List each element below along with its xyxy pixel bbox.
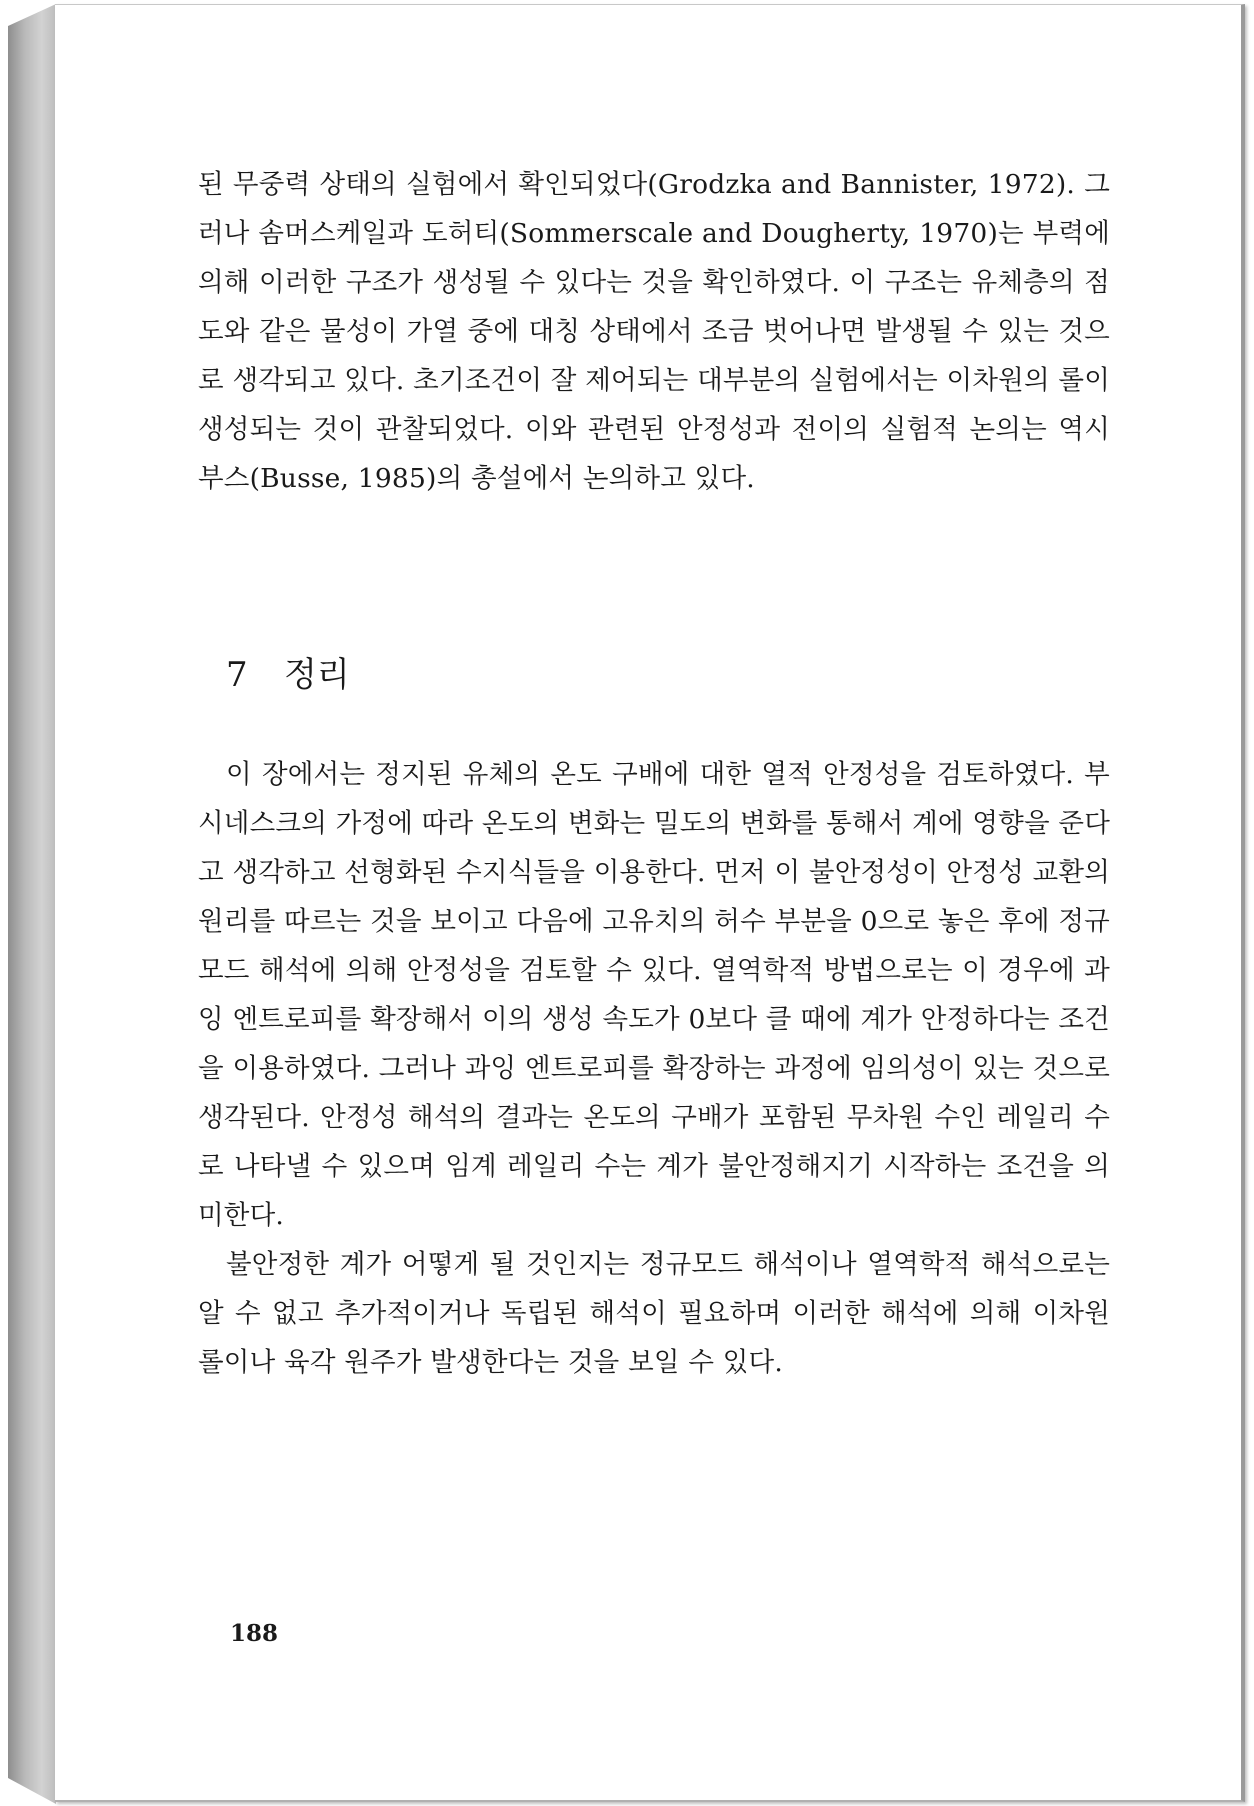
section-heading bbox=[226, 650, 350, 700]
section-title: 정리 bbox=[284, 655, 350, 695]
section-body bbox=[198, 750, 1110, 1387]
continued-paragraph: 된 무중력 상태의 실험에서 확인되었다(Grodzka and Bannister, 1972). 그러나 솜머스케일과 도허티(Sommerscale and Dougherty, 1970)는 부력에 의해 이러한 구조가 생성될 수 있다는 것을 확인하였다. 이 구조는 유체층의 점도와 같은 물성이 가열 중에 대칭 상태에서 조금 벗어나면 발생될 수 있는 것으로 생각되고 있다. 초기조건이 잘 제어되는 대부분의 실험에서는 이차원의 롤이 생성되는 것이 관찰되었다. 이와 관련된 안정성과 전이의 실험적 논의는 역시 부스(Busse, 1985)의 총설에서 논의하고 있다. bbox=[198, 169, 1110, 494]
summary-paragraph-2: 불안정한 계가 어떻게 될 것인지는 정규모드 해석이나 열역학적 해석으로는 알 수 없고 추가적이거나 독립된 해석이 필요하며 이러한 해석에 의해 이차원 롤이나 육각 원주가 발생한다는 것을 보일 수 있다. bbox=[198, 1249, 1110, 1378]
summary-paragraph-1: 이 장에서는 정지된 유체의 온도 구배에 대한 열적 안정성을 검토하였다. 부시네스크의 가정에 따라 온도의 변화는 밀도의 변화를 통해서 계에 영향을 준다고 생각하고 선형화된 수지식들을 이용한다. 먼저 이 불안정성이 안정성 교환의 원리를 따르는 것을 보이고 다음에 고유치의 허수 부분을 0으로 놓은 후에 정규 모드 해석에 의해 안정성을 검토할 수 있다. 열역학적 방법으로는 이 경우에 과잉 엔트로피를 확장해서 이의 생성 속도가 0보다 클 때에 계가 안정하다는 조건을 이용하였다. 그러나 과잉 엔트로피를 확장하는 과정에 임의성이 있는 것으로 생각된다. 안정성 해석의 결과는 온도의 구배가 포함된 무차원 수인 레일리 수로 나타낼 수 있으며 임계 레일리 수는 계가 불안정해지기 시작하는 조건을 의미한다. bbox=[198, 759, 1110, 1231]
page-number: 188 bbox=[230, 1620, 279, 1647]
section-number: 7 bbox=[226, 655, 248, 695]
book-spine bbox=[8, 4, 56, 1804]
continued-text-block bbox=[198, 160, 1110, 503]
